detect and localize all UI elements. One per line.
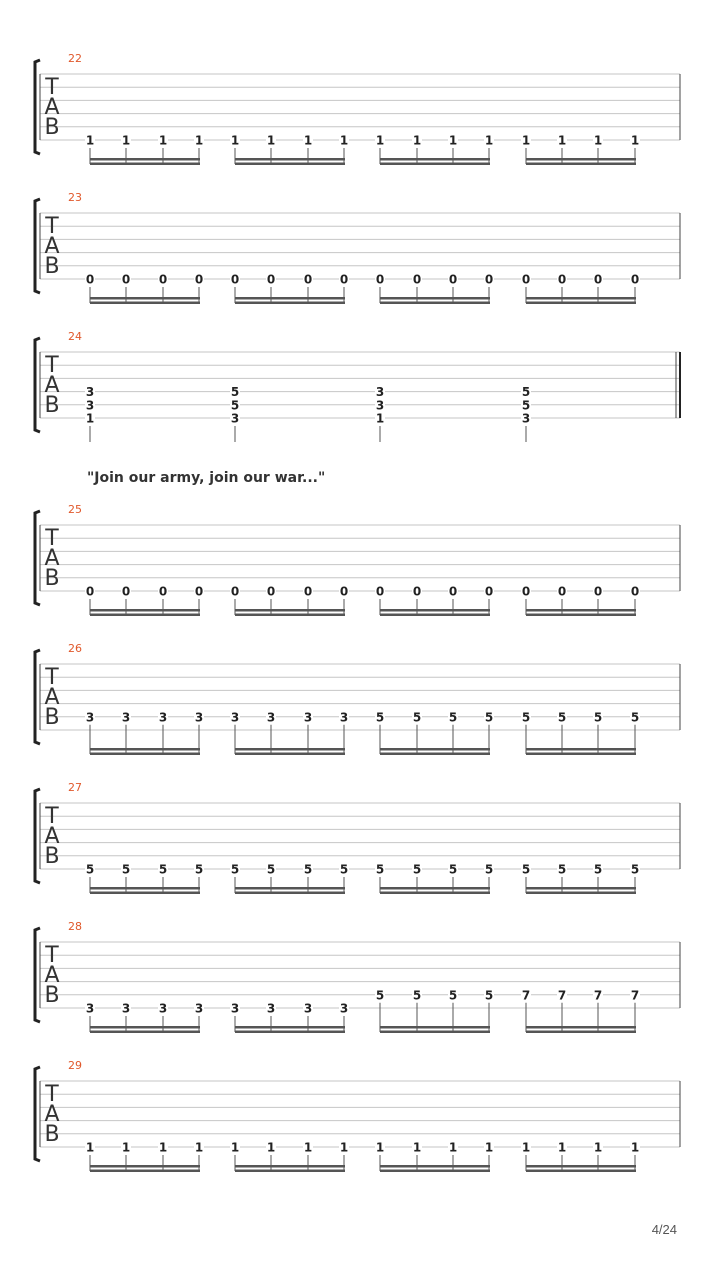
fret-number: 0 [303, 584, 313, 599]
fret-number: 3 [303, 1001, 313, 1016]
tab-system-25 [0, 505, 720, 625]
beam-primary [90, 1165, 200, 1168]
beam-secondary [235, 302, 345, 305]
fret-number: 5 [194, 862, 204, 877]
measure-number: 24 [68, 330, 82, 343]
fret-number: 5 [484, 862, 494, 877]
fret-number: 0 [266, 272, 276, 287]
beam-secondary [90, 302, 200, 305]
fret-number: 5 [121, 862, 131, 877]
fret-number: 5 [557, 710, 567, 725]
beam-secondary [526, 1170, 636, 1173]
fret-number: 1 [121, 1140, 131, 1155]
beam-secondary [235, 614, 345, 617]
fret-number: 1 [521, 133, 531, 148]
fret-number: 5 [303, 862, 313, 877]
beam-primary [526, 748, 636, 751]
fret-number: 3 [375, 398, 385, 413]
fret-number: 5 [521, 710, 531, 725]
fret-number: 0 [230, 272, 240, 287]
fret-number: 0 [339, 584, 349, 599]
measure-number: 28 [68, 920, 82, 933]
beam-primary [235, 158, 345, 161]
tab-clef-letter: B [44, 844, 60, 869]
fret-number: 1 [121, 133, 131, 148]
fret-number: 0 [266, 584, 276, 599]
beam-primary [526, 887, 636, 890]
fret-number: 1 [484, 133, 494, 148]
fret-number: 0 [448, 584, 458, 599]
fret-number: 0 [375, 272, 385, 287]
fret-number: 0 [375, 584, 385, 599]
fret-number: 0 [521, 584, 531, 599]
beam-primary [380, 748, 490, 751]
tab-clef-letter: A [44, 95, 60, 120]
beam-primary [526, 297, 636, 300]
fret-number: 3 [85, 710, 95, 725]
fret-number: 3 [266, 710, 276, 725]
fret-number: 5 [412, 862, 422, 877]
beam-primary [526, 158, 636, 161]
tab-clef-letter: A [44, 963, 60, 988]
fret-number: 3 [266, 1001, 276, 1016]
beam-primary [90, 1026, 200, 1029]
fret-number: 5 [521, 862, 531, 877]
fret-number: 0 [484, 272, 494, 287]
fret-number: 0 [412, 584, 422, 599]
fret-number: 0 [339, 272, 349, 287]
fret-number: 3 [521, 411, 531, 426]
beam-primary [90, 887, 200, 890]
tab-clef-letter: T [45, 804, 59, 829]
measure-number: 25 [68, 503, 82, 516]
fret-number: 1 [557, 133, 567, 148]
fret-number: 0 [630, 584, 640, 599]
fret-number: 3 [375, 385, 385, 400]
tab-clef-letter: A [44, 824, 60, 849]
tab-system-29 [0, 1061, 720, 1181]
fret-number: 1 [375, 411, 385, 426]
fret-number: 3 [339, 710, 349, 725]
fret-number: 0 [521, 272, 531, 287]
system-bracket [35, 1067, 40, 1161]
fret-number: 1 [521, 1140, 531, 1155]
beam-secondary [380, 892, 490, 895]
fret-number: 3 [339, 1001, 349, 1016]
tab-system-24 [0, 332, 720, 452]
beam-primary [380, 297, 490, 300]
measure-number: 22 [68, 52, 82, 65]
fret-number: 3 [303, 710, 313, 725]
beam-secondary [380, 614, 490, 617]
tab-clef-letter: T [45, 75, 59, 100]
fret-number: 1 [339, 133, 349, 148]
fret-number: 5 [448, 862, 458, 877]
tab-clef-letter: T [45, 943, 59, 968]
beam-secondary [90, 614, 200, 617]
tab-system-28 [0, 922, 720, 1042]
tab-clef-letter: T [45, 665, 59, 690]
system-bracket [35, 650, 40, 744]
fret-number: 1 [339, 1140, 349, 1155]
fret-number: 5 [266, 862, 276, 877]
fret-number: 0 [484, 584, 494, 599]
fret-number: 3 [194, 710, 204, 725]
lyric-annotation: "Join our army, join our war..." [87, 470, 326, 486]
tab-system-26 [0, 644, 720, 764]
system-bracket [35, 60, 40, 154]
tab-clef-letter: A [44, 685, 60, 710]
fret-number: 0 [85, 584, 95, 599]
fret-number: 1 [630, 133, 640, 148]
measure-number: 23 [68, 191, 82, 204]
fret-number: 5 [521, 398, 531, 413]
beam-secondary [380, 302, 490, 305]
fret-number: 5 [448, 988, 458, 1003]
fret-number: 3 [85, 398, 95, 413]
fret-number: 1 [630, 1140, 640, 1155]
beam-primary [235, 1026, 345, 1029]
fret-number: 3 [121, 710, 131, 725]
fret-number: 7 [593, 988, 603, 1003]
beam-secondary [90, 753, 200, 756]
tab-clef-letter: B [44, 566, 60, 591]
beam-primary [235, 297, 345, 300]
fret-number: 1 [484, 1140, 494, 1155]
fret-number: 0 [158, 272, 168, 287]
fret-number: 5 [412, 988, 422, 1003]
fret-number: 0 [85, 272, 95, 287]
beam-secondary [380, 1170, 490, 1173]
fret-number: 1 [158, 133, 168, 148]
beam-primary [90, 609, 200, 612]
tab-clef-letter: B [44, 983, 60, 1008]
fret-number: 3 [121, 1001, 131, 1016]
fret-number: 5 [484, 710, 494, 725]
fret-number: 7 [521, 988, 531, 1003]
fret-number: 1 [230, 133, 240, 148]
fret-number: 7 [630, 988, 640, 1003]
beam-secondary [380, 1031, 490, 1034]
fret-number: 3 [85, 385, 95, 400]
fret-number: 5 [158, 862, 168, 877]
beam-primary [380, 887, 490, 890]
tab-clef-letter: T [45, 1082, 59, 1107]
fret-number: 5 [557, 862, 567, 877]
fret-number: 5 [230, 862, 240, 877]
beam-secondary [90, 163, 200, 166]
fret-number: 0 [557, 272, 567, 287]
fret-number: 0 [194, 272, 204, 287]
fret-number: 0 [194, 584, 204, 599]
fret-number: 1 [303, 1140, 313, 1155]
fret-number: 0 [630, 272, 640, 287]
tab-clef-letter: A [44, 1102, 60, 1127]
fret-number: 0 [557, 584, 567, 599]
beam-primary [380, 609, 490, 612]
fret-number: 1 [85, 1140, 95, 1155]
fret-number: 1 [266, 133, 276, 148]
fret-number: 3 [230, 1001, 240, 1016]
fret-number: 5 [375, 862, 385, 877]
fret-number: 3 [85, 1001, 95, 1016]
fret-number: 1 [448, 1140, 458, 1155]
measure-number: 26 [68, 642, 82, 655]
fret-number: 0 [448, 272, 458, 287]
fret-number: 5 [230, 398, 240, 413]
beam-primary [380, 1165, 490, 1168]
fret-number: 3 [158, 710, 168, 725]
tab-clef-letter: B [44, 393, 60, 418]
tab-clef-letter: T [45, 353, 59, 378]
beam-primary [235, 887, 345, 890]
fret-number: 5 [375, 710, 385, 725]
measure-number: 29 [68, 1059, 82, 1072]
system-bracket [35, 789, 40, 883]
beam-secondary [526, 892, 636, 895]
beam-primary [90, 158, 200, 161]
fret-number: 1 [158, 1140, 168, 1155]
beam-secondary [235, 1031, 345, 1034]
beam-secondary [90, 1031, 200, 1034]
fret-number: 3 [158, 1001, 168, 1016]
beam-secondary [526, 1031, 636, 1034]
beam-secondary [526, 614, 636, 617]
fret-number: 0 [303, 272, 313, 287]
tab-clef-letter: B [44, 705, 60, 730]
fret-number: 5 [630, 710, 640, 725]
fret-number: 3 [230, 710, 240, 725]
fret-number: 5 [412, 710, 422, 725]
beam-secondary [526, 302, 636, 305]
system-bracket [35, 928, 40, 1022]
fret-number: 0 [412, 272, 422, 287]
fret-number: 1 [557, 1140, 567, 1155]
system-bracket [35, 199, 40, 293]
tab-clef-letter: A [44, 373, 60, 398]
fret-number: 0 [593, 584, 603, 599]
fret-number: 1 [593, 133, 603, 148]
fret-number: 1 [85, 133, 95, 148]
beam-secondary [235, 163, 345, 166]
beam-secondary [90, 1170, 200, 1173]
fret-number: 5 [593, 710, 603, 725]
fret-number: 1 [593, 1140, 603, 1155]
fret-number: 1 [412, 133, 422, 148]
fret-number: 5 [375, 988, 385, 1003]
tab-system-27 [0, 783, 720, 903]
tab-clef-letter: A [44, 546, 60, 571]
beam-secondary [235, 892, 345, 895]
beam-primary [526, 1165, 636, 1168]
beam-primary [380, 1026, 490, 1029]
fret-number: 5 [630, 862, 640, 877]
fret-number: 1 [266, 1140, 276, 1155]
fret-number: 0 [230, 584, 240, 599]
tab-clef-letter: A [44, 234, 60, 259]
fret-number: 7 [557, 988, 567, 1003]
beam-secondary [235, 1170, 345, 1173]
fret-number: 1 [375, 133, 385, 148]
fret-number: 0 [158, 584, 168, 599]
beam-primary [526, 609, 636, 612]
beam-secondary [90, 892, 200, 895]
fret-number: 0 [121, 272, 131, 287]
fret-number: 0 [121, 584, 131, 599]
fret-number: 0 [593, 272, 603, 287]
tab-clef-letter: T [45, 214, 59, 239]
fret-number: 5 [230, 385, 240, 400]
fret-number: 5 [339, 862, 349, 877]
fret-number: 3 [230, 411, 240, 426]
tab-clef-letter: B [44, 115, 60, 140]
fret-number: 1 [303, 133, 313, 148]
beam-secondary [380, 753, 490, 756]
beam-primary [235, 748, 345, 751]
beam-primary [90, 297, 200, 300]
tab-clef-letter: B [44, 254, 60, 279]
tab-clef-letter: T [45, 526, 59, 551]
beam-primary [90, 748, 200, 751]
beam-primary [526, 1026, 636, 1029]
fret-number: 5 [448, 710, 458, 725]
measure-number: 27 [68, 781, 82, 794]
fret-number: 1 [194, 1140, 204, 1155]
system-bracket [35, 511, 40, 605]
fret-number: 1 [194, 133, 204, 148]
fret-number: 3 [194, 1001, 204, 1016]
tab-clef-letter: B [44, 1122, 60, 1147]
fret-number: 5 [521, 385, 531, 400]
fret-number: 5 [593, 862, 603, 877]
fret-number: 5 [484, 988, 494, 1003]
fret-number: 1 [375, 1140, 385, 1155]
tab-system-23 [0, 193, 720, 313]
fret-number: 1 [448, 133, 458, 148]
page-number: 4/24 [651, 1222, 677, 1237]
beam-secondary [526, 753, 636, 756]
fret-number: 1 [230, 1140, 240, 1155]
fret-number: 5 [85, 862, 95, 877]
fret-number: 1 [412, 1140, 422, 1155]
beam-secondary [380, 163, 490, 166]
tab-system-22 [0, 54, 720, 174]
system-bracket [35, 338, 40, 432]
fret-number: 1 [85, 411, 95, 426]
beam-primary [380, 158, 490, 161]
beam-secondary [526, 163, 636, 166]
beam-primary [235, 609, 345, 612]
beam-secondary [235, 753, 345, 756]
beam-primary [235, 1165, 345, 1168]
